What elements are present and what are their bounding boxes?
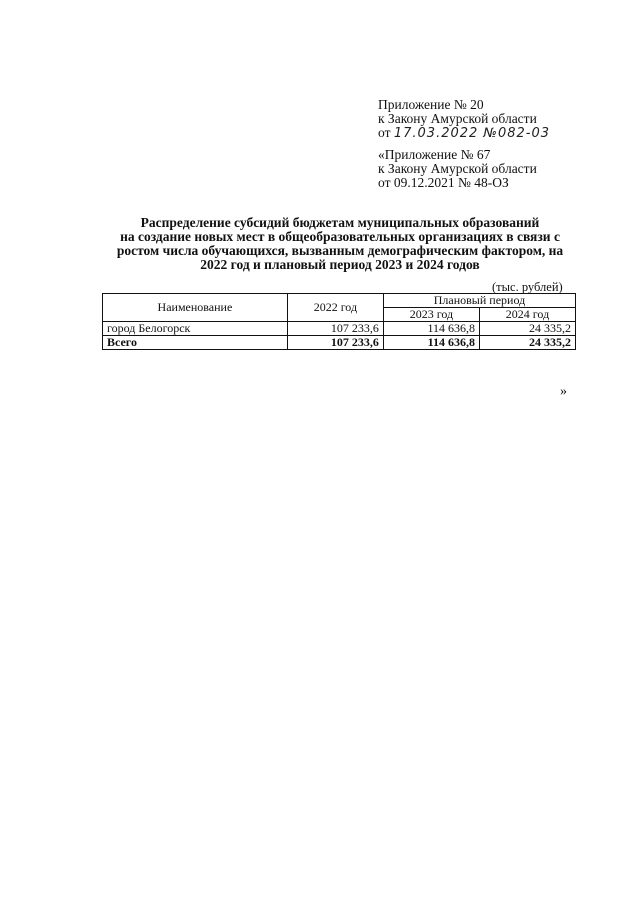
header-2023: 2023 год bbox=[383, 308, 479, 322]
units-label: (тыс. рублей) bbox=[492, 280, 563, 294]
table-total-row bbox=[103, 336, 576, 350]
appendix-new-date-prefix: от bbox=[378, 125, 391, 140]
handwritten-date-number: 17.03.2022 №082-03 bbox=[393, 126, 550, 141]
appendix-old-number: «Приложение № 67 bbox=[378, 147, 491, 162]
row-2023: 114 636,8 bbox=[383, 322, 479, 336]
total-2023: 114 636,8 bbox=[383, 336, 479, 350]
title-line-1: Распределение субсидий бюджетам муниципальных образований bbox=[140, 215, 540, 230]
table-row bbox=[103, 322, 576, 336]
header-2022: 2022 год bbox=[287, 294, 383, 322]
appendix-old-block bbox=[378, 148, 537, 190]
title-line-2: на создание новых мест в общеобразовательных организациях в связи с bbox=[120, 229, 560, 244]
appendix-new-number: Приложение № 20 bbox=[378, 97, 484, 112]
document-title bbox=[100, 216, 580, 272]
header-name: Наименование bbox=[103, 294, 288, 322]
appendix-new-date bbox=[378, 126, 550, 141]
appendix-new-law: к Закону Амурской области bbox=[378, 111, 537, 126]
appendix-new-block bbox=[378, 98, 550, 141]
appendix-old-law: к Закону Амурской области bbox=[378, 161, 537, 176]
header-planned: Плановый период bbox=[383, 294, 575, 308]
title-line-3: ростом числа обучающихся, вызванным демографическим фактором, на bbox=[116, 243, 564, 258]
row-2022: 107 233,6 bbox=[287, 322, 383, 336]
appendix-old-date: от 09.12.2021 № 48-ОЗ bbox=[378, 175, 509, 190]
title-line-4: 2022 год и плановый период 2023 и 2024 годов bbox=[200, 257, 480, 272]
total-2024: 24 335,2 bbox=[480, 336, 576, 350]
header-2024: 2024 год bbox=[480, 308, 576, 322]
total-name: Всего bbox=[103, 336, 288, 350]
table-header-row bbox=[103, 294, 576, 308]
row-name: город Белогорск bbox=[103, 322, 288, 336]
total-2022: 107 233,6 bbox=[287, 336, 383, 350]
closing-quote: » bbox=[560, 384, 567, 399]
row-2024: 24 335,2 bbox=[480, 322, 576, 336]
subsidy-table bbox=[102, 293, 576, 350]
